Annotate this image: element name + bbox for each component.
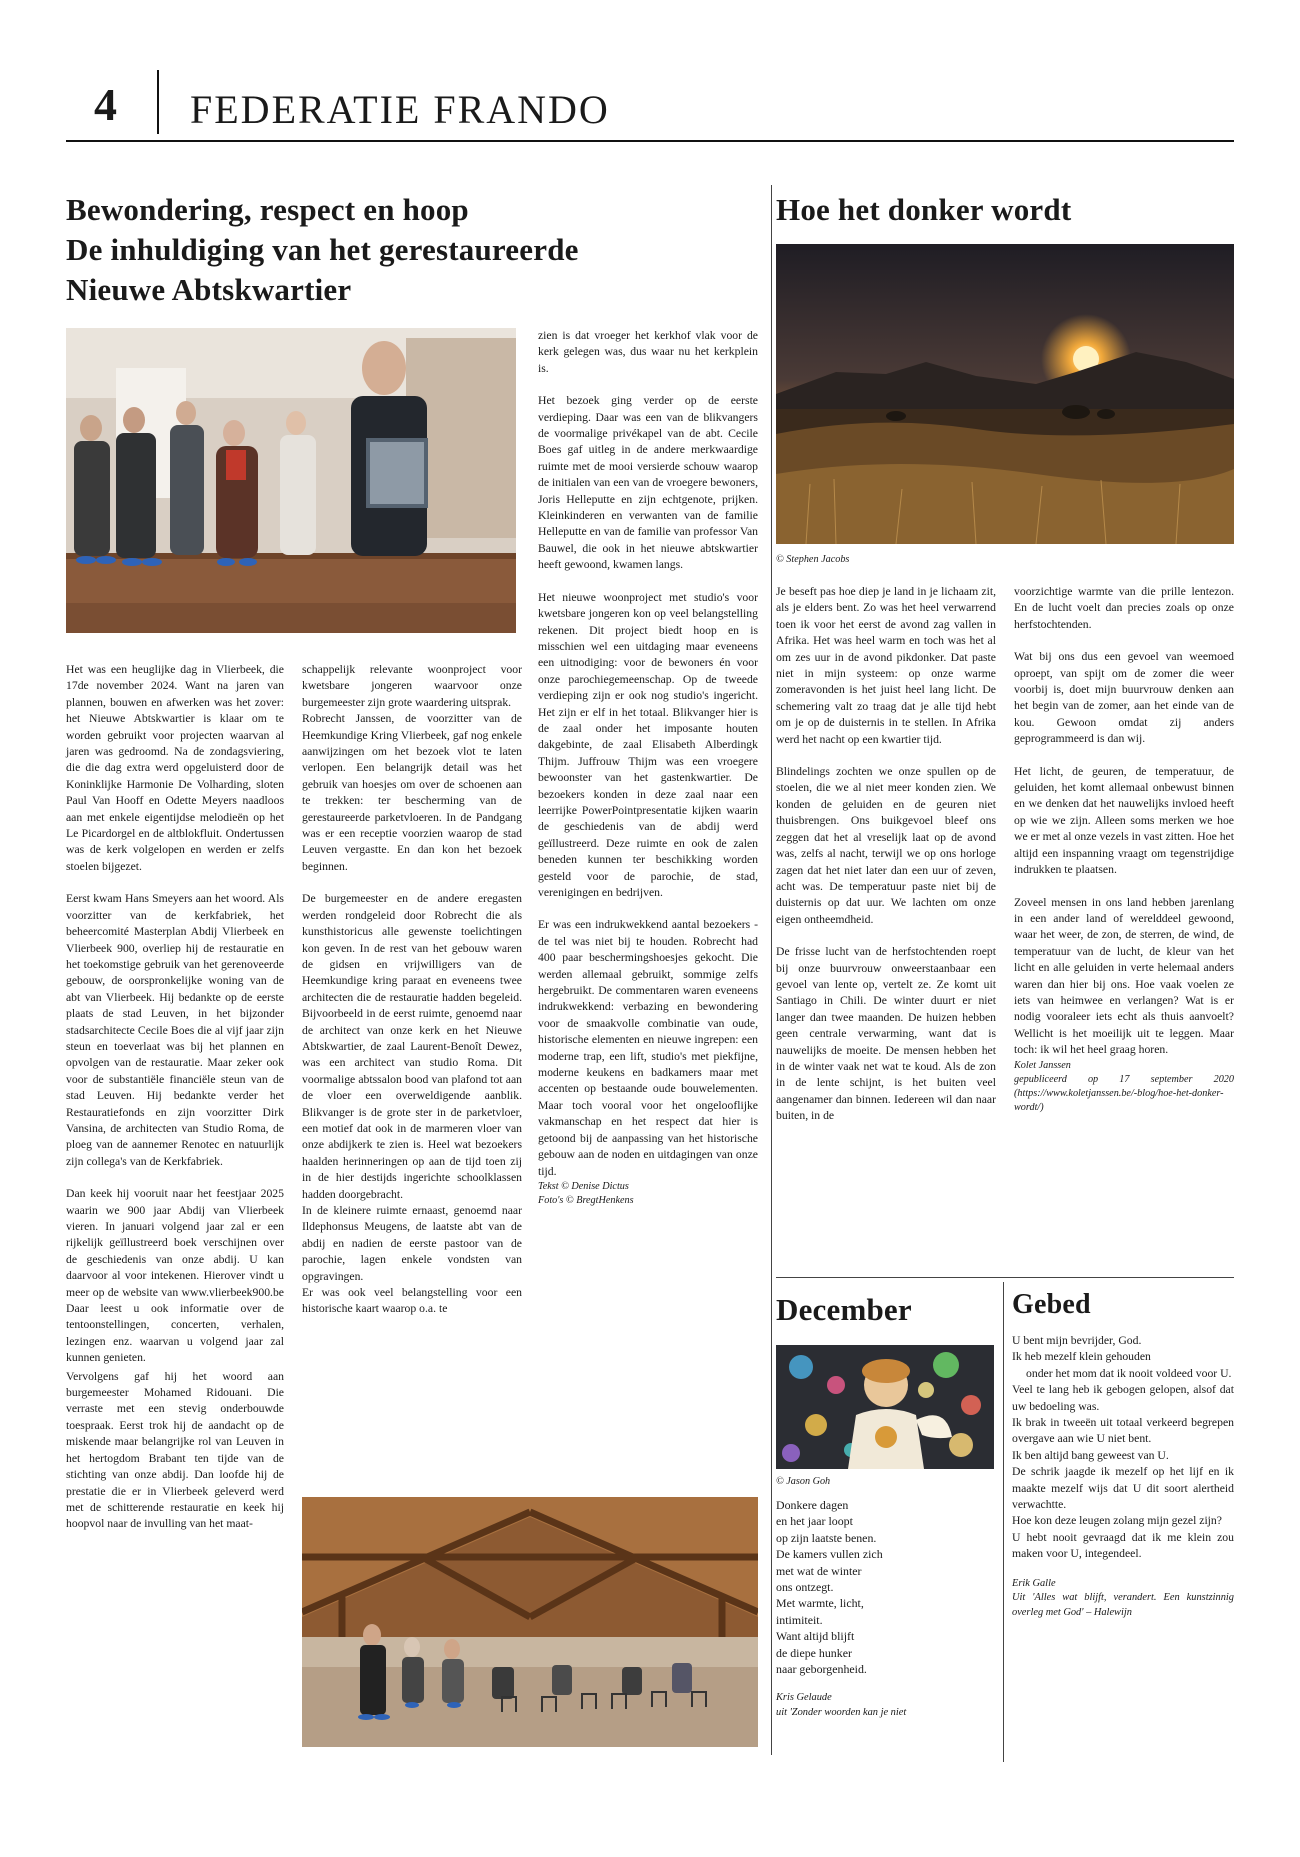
article1-col3-paragraph: Het nieuwe woonproject met studio's voor kwetsbare jongeren kon op veel belangstelling rekenen. Dit project biedt hoop en is misschien wel een uitdaging maar eveneens een uitnodiging: voor de bewoners én voor onze parochiegemeenschap. Op de tweede verdieping zijn er ook nog studio's ingericht. Het zijn er elf in het totaal. Blikvanger hier is de zaal onder het imposante houten dakgebinte, de zaal Elisabeth Alberdingk Thijm. Juffrouw Thijm was een vroegere bewoonster van het gastenkwartier. De bezoekers konden in deze zaal naar een leerrijke PowerPointpresentatie kijken waarin de geschiedenis van de abdij werd geïllustreerd. Deze ruimte en ook de zalen beneden kunnen ter beschikking worden gesteld voor de parochie, de stad, verenigingen en bedrijven. [538,590,758,899]
article2-col2-paragraph: voorzichtige warmte van die prille lentezon. En de lucht voelt dan precies zoals op onze herfstochtenden. [1014,585,1234,631]
article2-col1-paragraph: Je beseft pas hoe diep je land in je lichaam zit, als je elders bent. Zo was het heel verwarrend toen ik voor het eerst de avond zag vallen in Afrika. Het was heel warm en toch was het al om zes uur in de avond pikdonker. Dat paste niet in mijn systeem: op onze warme zomeravonden is het juist heel lang licht. De schemering valt zo traag dat je alle tijd hebt om je op de duisternis in te stellen. In Afrika werd het nacht op een kwartier tijd. [776,585,996,746]
article1-headline [66,190,766,310]
article2-col2-paragraph: Zoveel mensen in ons land hebben jarenlang in een ander land of werelddeel gewoond, waar het weer, de zon, de sterren, de wind, de temperatuur van de lucht, de kleur van het licht en alle geluiden in verte helemaal anders waren dan hier bij ons. Hoe vaak voelen ze iets van heimwee en verlangen? Wat is er nodig vooraleer iets echt als thuis aanvoelt? Wellicht is het moeilijk uit te leggen. Maar toch: ik wil het heel graag horen. [1014,895,1234,1057]
poem-line: de diepe hunker [776,1645,852,1660]
bottom-column-divider [1003,1282,1004,1762]
article2-col1-paragraph: Blindelings zochten we onze spullen op de stoelen, die we al niet meer konden zien. We konden de geluiden en de geuren niet thuisbrengen. Ons buikgevoel bleef ons zeggen dat het al vreselijk laat op de avond was, zelfs al nacht, terwijl we op ons horloge zagen dat het niet later dan een uur of zeven, acht was. De temperatuur paste niet bij de duisternis op dat uur. We lachten om onze eigen ontheemdheid. [776,765,996,926]
prayer-line: onder het mom dat ik nooit voldeed voor U. [1026,1366,1232,1380]
masthead [66,68,1234,142]
prayer-line: Ik heb mezelf klein gehouden [1012,1350,1151,1364]
poem-line: Met warmte, licht, [776,1596,864,1611]
poem-line: De kamers vullen zich [776,1547,883,1562]
article1-col3-paragraph: Het bezoek ging verder op de eerste verdieping. Daar was een van de blikvangers de voormalige privékapel van de abt. Cecile Boes gaf uitleg in de andere merkwaardige ruimte met de mooi versierde schouw waarop de initialen van een van de vroegere bewoners, Joris Helleputte en zijn echtgenote, prijken. Kleinkinderen en verwanten van de familie Helleputte en van de familie van professor Van Bauwel, die ook in het nieuwe abtskwartier heeft gewoond, kwamen langs. [538,394,758,572]
article2-column2 [1014,584,1234,1115]
article1-headline-line1: Bewondering, respect en hoop [66,192,469,227]
article2-headline: Hoe het donker wordt [776,192,1072,227]
article3-photo-credit: © Jason Goh [776,1476,831,1487]
article2-column1 [776,584,996,1125]
poem-line: op zijn laatste benen. [776,1530,877,1545]
publication-title: FEDERATIE FRANDO [190,87,610,132]
article1-col3-paragraph: zien is dat vroeger het kerkhof vlak voor de kerk gelegen was, dus waar nu het kerkplein is. [538,329,758,375]
article1-col2-paragraph: In de kleinere ruimte ernaast, genoemd naar Ildephonsus Meugens, de laatste abt van de abdij en nadien de eerste pastoor van de parochie, lagen enkele vondsten van opgravingen. [302,1204,522,1283]
article4-headline: Gebed [1012,1289,1091,1320]
prayer-text [1012,1333,1234,1620]
poem-line: met wat de winter [776,1563,862,1578]
article1-col2-paragraph: Er was ook veel belangstelling voor een historische kaart waarop o.a. te [302,1286,522,1316]
poem-line: Want altijd blijft [776,1629,855,1644]
article2-col2-paragraph: Het licht, de geuren, de temperatuur, de geluiden, het komt allemaal onbewust binnen en we denken dat het nauwelijks invloed heeft op wie we zijn. Alleen soms merken we hoe we er met al onze vezels in vast zitten. Hoe het altijd een inspanning vraagt om tegenstrijdige indrukken te plaatsen. [1014,764,1234,877]
article1-col1-paragraph: Het was een heuglijke dag in Vlierbeek, die 17de november 2024. Want na jaren van plannen, bouwen en afwerken was het zover: het Nieuwe Abtskwartier is klaar om te worden gebruikt voor projecten waarvan al jaren was gedroomd. Na de zondagsviering, die die dag extra werd opgeluisterd door de Koninklijke Harmonie De Volharding, sloten Paul Van Hooff en Odette Meyers naadloos aan met enkele eigentijdse melodieën op het Le Picardorgel en de altblokfluit. Ondertussen was de kerk volgelopen en werden er zelfs stoelen bijgezet. [66,663,284,873]
article2-col1-paragraph: De frisse lucht van de herfstochtenden roept bij onze buurvrouw onweerstaanbaar een gevoel van lente op, vertelt ze. Ze komt uit Santiago in Chili. De winter duurt er niet langer dan twee maanden. De huizen hebben geen centrale verwarming, want dat is nauwelijks de moeite. De mensen hebben het in de winter vaak net wat te koud. Als de zon in de lente schijnt, is het buiten veel aangenamer dan binnen. Iedereen wil dan naar buiten, in de [776,945,996,1123]
angel-figurine-photo [776,1345,994,1469]
article1-col1-paragraph: Dan keek hij vooruit naar het feestjaar 2025 waarin we 900 jaar Abdij van Vlierbeek vieren. In januari volgend jaar zal er een rijkelijk geïllustreerd boek verschijnen over de geschiedenis van onze abdij. U kan daarvoor al voor intekenen. Hierover vindt u meer op de website van www.vlierbeek900.be Daar leest u ook informatie over de tentoonstellingen, concerten, verhalen, lezingen enz. waarvan u volgend jaar zal kunnen genieten. [66,1187,284,1365]
poem-line: Donkere dagen [776,1498,849,1512]
article1-col2-paragraph: schappelijk relevante woonproject voor kwetsbare jongeren waarvoor onze burgemeester zijn grote waardering uitsprak. [302,663,522,709]
article1-col3-paragraph: Er was een indrukwekkend aantal bezoekers - de tel was niet bij te houden. Robrecht had 400 paar beschermingshoesjes gekocht. Die werden allemaal gebruikt, sommige zelfs hergebruikt. De commentaren waren eveneens indrukwekkend: verbazing en bewondering voor de smaakvolle combinatie van oude, historische elementen en nieuwe ingrepen: een moderne trap, een lift, studio's met piekfijne, moderne keukens en badkamers maar met accenten op bestaande oude bouwelementen. Maar toch vooral voor het ongelooflijke vakmanschap en het respect dat hier is getoond bij de aanpassing van het historische gebouw aan de noden en uitdagingen van onze tijd. [538,918,758,1178]
article1-col1-paragraph: Eerst kwam Hans Smeyers aan het woord. Als voorzitter van de kerkfabriek, het beheercomité Masterplan Abdij Vlierbeek en Vlierbeek 900, overliep hij de restauratie en het toekomstige gebruik van het gerenoveerde gebouw, de oorspronkelijke woning van de abt van Vlierbeek. Hij bedankte op de eerste plaats de stad Leuven, in het bijzonder stadsarchitecte Cecile Boes die al vijf jaar zijn steun en toeverlaat was bij het plannen en opvolgen van de restauratie. Maar zeker ook voor de substantiële financiële steun van de stad Leuven. Hij bedankte verder het Restauratiefonds en zijn voorzitter Dirk Vansina, de architecten van Studio Roma, de ploeg van de aannemer Renotec en natuurlijk zijn collega's van de Kerkfabriek. [66,892,284,1168]
article2-author: Kolet Janssen [1014,1059,1071,1071]
prayer-line: Ik brak in tweeën uit totaal verkeerd begrepen overgave aan wie U niet bent. [1012,1416,1234,1446]
article1-headline-line2: De inhuldiging van het gerestaureerde [66,232,579,267]
article3-headline: December [776,1292,912,1327]
article2-publication-note: gepubliceerd op 17 september 2020 (https://www.koletjanssen.be/-blog/hoe-het-donker-wordt/) [1014,1073,1234,1113]
article2-photo-credit: © Stephen Jacobs [776,554,850,565]
poem-line: en het jaar loopt [776,1514,853,1529]
article1-text-credit: Tekst © Denise Dictus [538,1180,629,1192]
prayer-author: Erik Galle [1012,1577,1056,1589]
article1-column2 [302,662,522,1318]
article1-column3 [538,328,758,1208]
prayer-line: U hebt nooit gevraagd dat ik me klein zou maken voor U, integendeel. [1012,1530,1234,1561]
poem-line: naar geborgenheid. [776,1662,867,1677]
column-divider [771,185,772,1755]
attic-hall-photo [302,1497,758,1747]
poem-line: ons ontzegt. [776,1580,834,1595]
article1-col2-paragraph: De burgemeester en de andere eregasten werden rondgeleid door Robrecht die als kunsthistoricus alle gewenste toelichtingen kon geven. In de rest van het gebouw waren de gidsen en vrijwilligers van de Heemkundige kring paraat en eveneens twee architecten die de restauratie hadden begeleid. Bijvoorbeeld in de eerst ruimte, genoemd naar de architect van onze kerk en het Nieuwe Abtskwartier, de zaal Laurent-Benoît Dewez, was een architect van studio Roma. Dit voormalige abtssalon bood van plafond tot aan de vloer een overweldigende aanblik. Blikvanger is de grote ster in de parketvloer, een motief dat ook in de marmeren vloer van onze abdijkerk te zien is. Heel wat bezoekers haalden herinneringen op aan de tijd toen zij in de hier destijds ingerichte schoolklassen hadden doorgebracht. [302,892,522,1201]
article4-signature [1012,1577,1234,1621]
people-in-room-photo [66,328,516,633]
prayer-line: U bent mijn bevrijder, God. [1012,1334,1142,1347]
prayer-line: De schrik jaagde ik mezelf op het lijf en ik maakte mezelf wijs dat U dit soort alertheid verwachtte. [1012,1465,1234,1512]
article1-column1 [66,662,284,1533]
prayer-line: Ik ben altijd bang geweest van U. [1012,1448,1169,1462]
masthead-divider [157,70,159,134]
prayer-source: Uit 'Alles wat blijft, verandert. Een kunstzinnig overleg met God' – Halewijn [1012,1592,1234,1618]
article1-headline-line3: Nieuwe Abtskwartier [66,272,352,307]
page-number: 4 [94,79,117,130]
prayer-line: Veel te lang heb ik gebogen gelopen, alsof dat uw bedoeling was. [1012,1383,1234,1413]
poem-source: uit 'Zonder woorden kan je niet [776,1706,907,1718]
sunset-landscape-photo [776,244,1234,544]
article2-col2-paragraph: Wat bij ons dus een gevoel van weemoed oproept, van spijt om de zomer die weer voorbij is, doet mijn buurvrouw denken aan het begin van de zomer, aan het einde van de kou. Gewoon omdat zij anders geprogrammeerd is dan wij. [1014,650,1234,746]
poem-line: intimiteit. [776,1612,823,1627]
article1-photo-credit: Foto's © BregtHenkens [538,1194,634,1206]
prayer-line: Hoe kon deze leugen zolang mijn gezel zijn? [1012,1514,1222,1528]
poem-author: Kris Gelaude [776,1692,832,1704]
article3-signature [776,1691,996,1720]
article1-col2-paragraph: Robrecht Janssen, de voorzitter van de Heemkundige Kring Vlierbeek, gaf nog enkele aanwijzingen om het bezoek vlot te laten verlopen. Een belangrijk detail was het gebruik van hoesjes om over de schoenen aan te trekken: ter bescherming van de gerestaureerde parketvloeren. In de Pandgang was er een receptie voorzien waarop de stad Leuven vergastte. En dan kon het bezoek beginnen. [302,712,522,873]
article1-col1-paragraph: Vervolgens gaf hij het woord aan burgemeester Mohamed Ridouani. Die verraste met een stevig onderbouwde toespraak. Eerst trok hij de aandacht op de miskende maar belangrijke rol van Leuven in het hertogdom Brabant ten tijde van de stichting van onze abdij. Dan loofde hij de prestatie die er in Vlierbeek geleverd werd met de schitterende restauratie en keek hij hoopvol naar de invulling van het maat- [66,1369,284,1531]
section-divider [776,1277,1234,1278]
december-poem [776,1497,996,1720]
